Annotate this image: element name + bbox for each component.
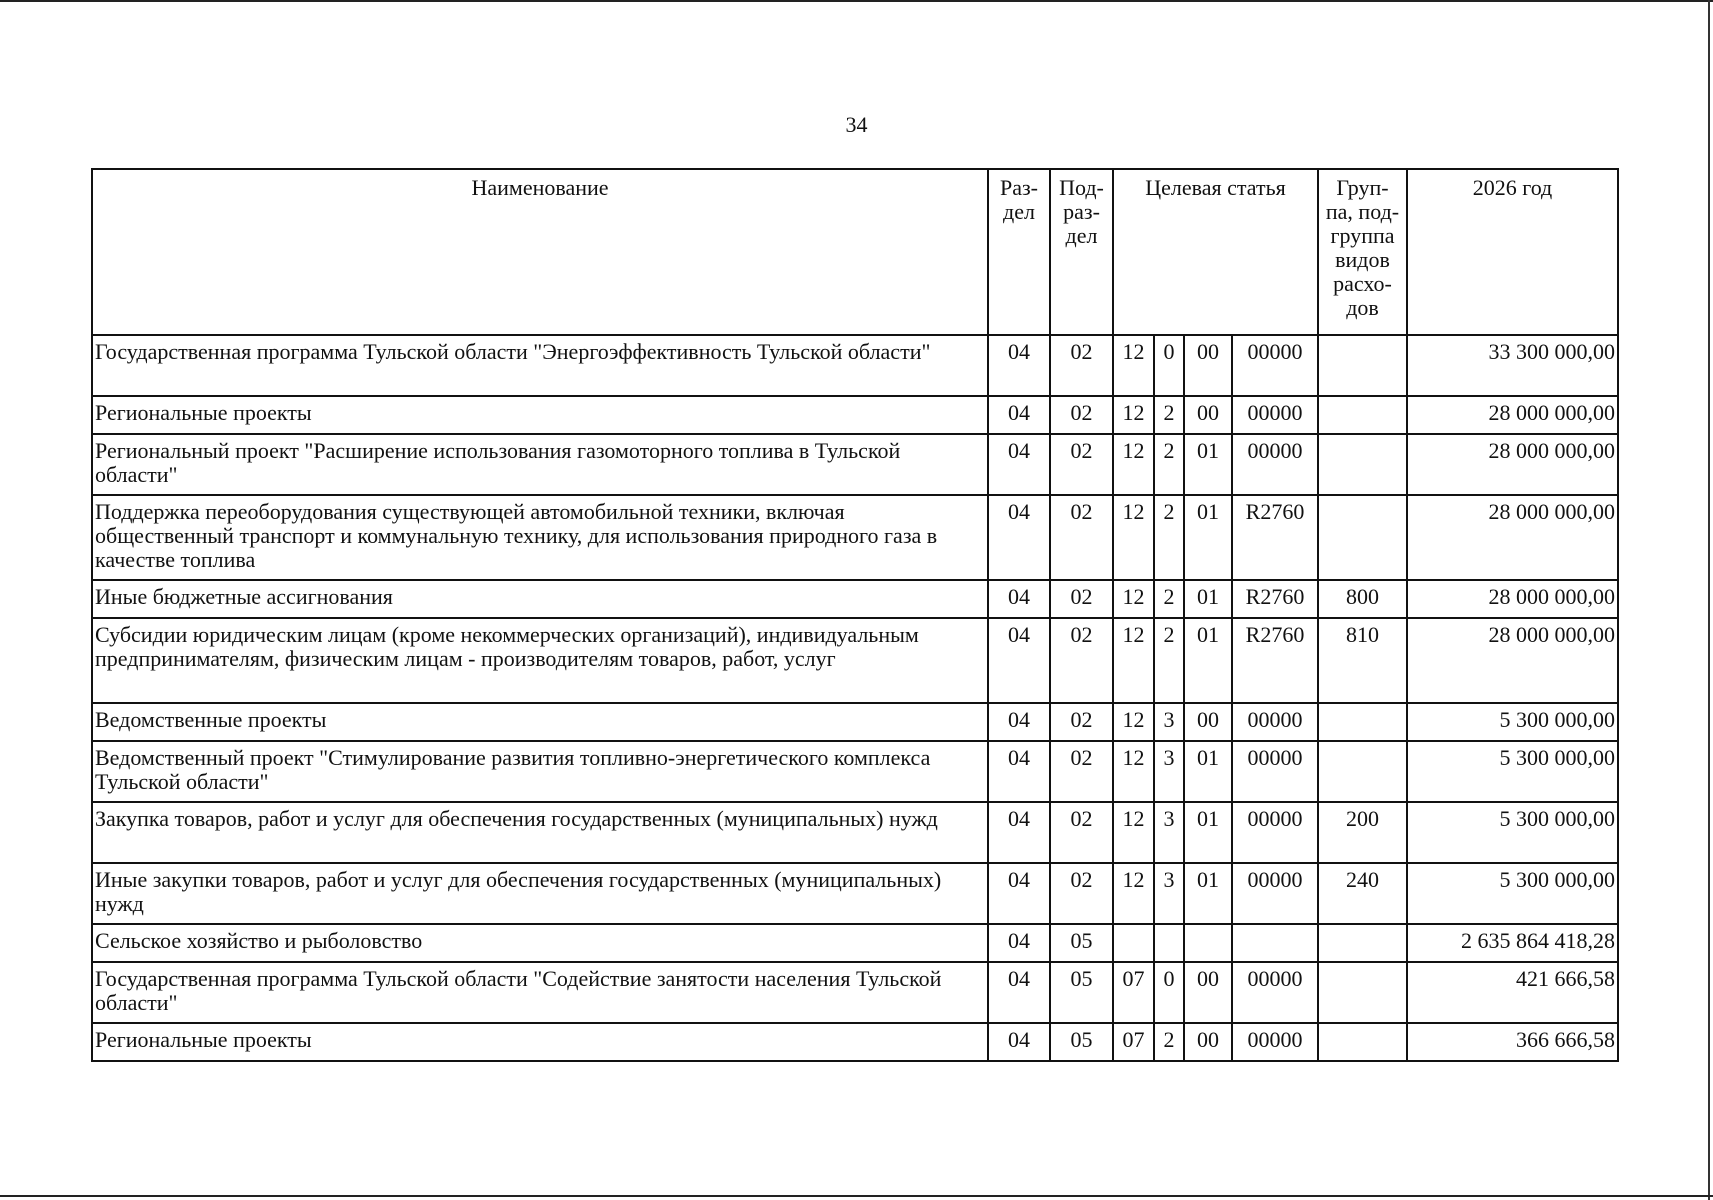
cell-target-direction: R2760: [1232, 618, 1318, 703]
cell-razdel: 04: [988, 863, 1050, 924]
cell-target-direction: 00000: [1232, 741, 1318, 802]
table-row: [92, 802, 1618, 863]
cell-target-subprogram: 01: [1184, 618, 1232, 703]
cell-podrazdel: 02: [1050, 434, 1113, 495]
cell-podrazdel: 02: [1050, 618, 1113, 703]
cell-target-type: 3: [1154, 802, 1184, 863]
cell-target-type: 0: [1154, 335, 1184, 396]
cell-podrazdel: 02: [1050, 863, 1113, 924]
cell-expense-group: 240: [1318, 863, 1407, 924]
cell-target-direction: 00000: [1232, 396, 1318, 434]
header-tselevaya: [1113, 169, 1318, 335]
cell-amount: 5 300 000,00: [1407, 703, 1618, 741]
cell-target-direction: 00000: [1232, 335, 1318, 396]
cell-razdel: 04: [988, 741, 1050, 802]
cell-amount: 366 666,58: [1407, 1023, 1618, 1061]
cell-podrazdel: 05: [1050, 962, 1113, 1023]
cell-name: Сельское хозяйство и рыболовство: [92, 924, 988, 962]
cell-target-program: [1113, 924, 1154, 962]
cell-target-program: 12: [1113, 802, 1154, 863]
cell-expense-group: [1318, 924, 1407, 962]
header-razdel-label: Раз- дел: [999, 175, 1039, 224]
cell-name: Иные бюджетные ассигнования: [92, 580, 988, 618]
table-row: [92, 962, 1618, 1023]
cell-target-direction: 00000: [1232, 962, 1318, 1023]
cell-podrazdel: 02: [1050, 335, 1113, 396]
cell-expense-group: [1318, 741, 1407, 802]
header-razdel: [988, 169, 1050, 335]
table-row: [92, 924, 1618, 962]
cell-expense-group: [1318, 495, 1407, 580]
page-number: 34: [845, 112, 868, 137]
cell-target-program: 12: [1113, 580, 1154, 618]
cell-expense-group: [1318, 1023, 1407, 1061]
cell-target-direction: 00000: [1232, 863, 1318, 924]
cell-expense-group: [1318, 335, 1407, 396]
cell-target-subprogram: 01: [1184, 495, 1232, 580]
cell-target-program: 12: [1113, 495, 1154, 580]
cell-target-type: [1154, 924, 1184, 962]
cell-podrazdel: 02: [1050, 495, 1113, 580]
cell-expense-group: [1318, 396, 1407, 434]
cell-name: Ведомственные проекты: [92, 703, 988, 741]
cell-amount: 421 666,58: [1407, 962, 1618, 1023]
cell-razdel: 04: [988, 580, 1050, 618]
cell-expense-group: 800: [1318, 580, 1407, 618]
right-border-line: [1708, 0, 1710, 1200]
cell-amount: 28 000 000,00: [1407, 495, 1618, 580]
header-year-label: 2026 год: [1472, 175, 1553, 200]
cell-expense-group: [1318, 703, 1407, 741]
cell-target-program: 12: [1113, 703, 1154, 741]
cell-name: Закупка товаров, работ и услуг для обеспечения государственных (муниципальных) нужд: [92, 802, 988, 863]
table-row: [92, 1023, 1618, 1061]
cell-amount: 28 000 000,00: [1407, 434, 1618, 495]
cell-name: Иные закупки товаров, работ и услуг для обеспечения государственных (муниципальных) нужд: [92, 863, 988, 924]
header-podrazdel: [1050, 169, 1113, 335]
cell-name: Субсидии юридическим лицам (кроме некоммерческих организаций), индивидуальным предпринимателям, физическим лицам - производителям товаров, работ, услуг: [92, 618, 988, 703]
cell-razdel: 04: [988, 802, 1050, 863]
cell-target-subprogram: 01: [1184, 434, 1232, 495]
cell-target-type: 2: [1154, 618, 1184, 703]
table-row: [92, 434, 1618, 495]
cell-target-subprogram: 00: [1184, 962, 1232, 1023]
cell-podrazdel: 02: [1050, 580, 1113, 618]
cell-expense-group: 810: [1318, 618, 1407, 703]
cell-podrazdel: 02: [1050, 703, 1113, 741]
header-gruppa: [1318, 169, 1407, 335]
cell-name: Региональные проекты: [92, 1023, 988, 1061]
cell-target-direction: R2760: [1232, 580, 1318, 618]
header-podrazdel-label: Под- раз- дел: [1059, 175, 1104, 248]
cell-target-program: 07: [1113, 962, 1154, 1023]
cell-amount: 28 000 000,00: [1407, 396, 1618, 434]
cell-target-program: 12: [1113, 618, 1154, 703]
cell-target-type: 0: [1154, 962, 1184, 1023]
cell-target-direction: 00000: [1232, 703, 1318, 741]
table-row: [92, 863, 1618, 924]
cell-target-program: 12: [1113, 396, 1154, 434]
cell-amount: 2 635 864 418,28: [1407, 924, 1618, 962]
cell-expense-group: [1318, 962, 1407, 1023]
table-row: [92, 335, 1618, 396]
header-tselevaya-label: Целевая статья: [1145, 175, 1286, 200]
table-row: [92, 495, 1618, 580]
cell-razdel: 04: [988, 924, 1050, 962]
cell-name: Региональный проект "Расширение использования газомоторного топлива в Тульской области": [92, 434, 988, 495]
cell-podrazdel: 02: [1050, 802, 1113, 863]
cell-name: Государственная программа Тульской области "Содействие занятости населения Тульской области": [92, 962, 988, 1023]
cell-name: Региональные проекты: [92, 396, 988, 434]
cell-razdel: 04: [988, 434, 1050, 495]
cell-target-type: 2: [1154, 434, 1184, 495]
cell-expense-group: [1318, 434, 1407, 495]
cell-razdel: 04: [988, 335, 1050, 396]
cell-target-subprogram: 00: [1184, 703, 1232, 741]
header-gruppa-label: Груп- па, под- группа видов расхо- дов: [1325, 175, 1400, 320]
cell-target-type: 3: [1154, 703, 1184, 741]
cell-target-program: 07: [1113, 1023, 1154, 1061]
cell-target-direction: R2760: [1232, 495, 1318, 580]
cell-razdel: 04: [988, 1023, 1050, 1061]
cell-target-subprogram: 00: [1184, 396, 1232, 434]
cell-target-type: 2: [1154, 580, 1184, 618]
cell-target-direction: 00000: [1232, 802, 1318, 863]
table-row: [92, 618, 1618, 703]
table-row: [92, 396, 1618, 434]
bottom-border-line: [0, 1195, 1713, 1197]
cell-expense-group: 200: [1318, 802, 1407, 863]
cell-podrazdel: 05: [1050, 1023, 1113, 1061]
cell-target-direction: 00000: [1232, 1023, 1318, 1061]
header-name: [92, 169, 988, 335]
cell-razdel: 04: [988, 962, 1050, 1023]
cell-target-subprogram: 00: [1184, 1023, 1232, 1061]
table-row: [92, 703, 1618, 741]
cell-target-subprogram: 00: [1184, 335, 1232, 396]
cell-target-type: 2: [1154, 1023, 1184, 1061]
cell-razdel: 04: [988, 495, 1050, 580]
cell-amount: 28 000 000,00: [1407, 580, 1618, 618]
cell-razdel: 04: [988, 396, 1050, 434]
cell-amount: 5 300 000,00: [1407, 863, 1618, 924]
cell-name: Ведомственный проект "Стимулирование развития топливно-энергетического комплекса Тульской области": [92, 741, 988, 802]
cell-amount: 28 000 000,00: [1407, 618, 1618, 703]
cell-name: Поддержка переоборудования существующей автомобильной техники, включая общественный транспорт и коммунальную технику, для использования природного газа в качестве топлива: [92, 495, 988, 580]
cell-podrazdel: 02: [1050, 741, 1113, 802]
cell-target-program: 12: [1113, 741, 1154, 802]
cell-target-subprogram: [1184, 924, 1232, 962]
cell-target-subprogram: 01: [1184, 802, 1232, 863]
header-year: [1407, 169, 1618, 335]
cell-target-program: 12: [1113, 335, 1154, 396]
cell-target-subprogram: 01: [1184, 863, 1232, 924]
cell-podrazdel: 02: [1050, 396, 1113, 434]
cell-target-subprogram: 01: [1184, 741, 1232, 802]
table-header-row: [92, 169, 1618, 335]
top-border-line: [0, 0, 1713, 2]
cell-target-type: 2: [1154, 495, 1184, 580]
table-row: [92, 580, 1618, 618]
cell-target-direction: 00000: [1232, 434, 1318, 495]
header-name-label: Наименование: [471, 175, 609, 200]
budget-table: [91, 168, 1619, 1062]
cell-target-type: 3: [1154, 863, 1184, 924]
cell-target-program: 12: [1113, 434, 1154, 495]
cell-razdel: 04: [988, 618, 1050, 703]
cell-target-direction: [1232, 924, 1318, 962]
table-row: [92, 741, 1618, 802]
cell-target-program: 12: [1113, 863, 1154, 924]
table-body: [92, 335, 1618, 1061]
cell-razdel: 04: [988, 703, 1050, 741]
cell-target-type: 2: [1154, 396, 1184, 434]
cell-amount: 33 300 000,00: [1407, 335, 1618, 396]
cell-podrazdel: 05: [1050, 924, 1113, 962]
cell-target-subprogram: 01: [1184, 580, 1232, 618]
cell-amount: 5 300 000,00: [1407, 802, 1618, 863]
cell-name: Государственная программа Тульской области "Энергоэффективность Тульской области": [92, 335, 988, 396]
cell-target-type: 3: [1154, 741, 1184, 802]
cell-amount: 5 300 000,00: [1407, 741, 1618, 802]
